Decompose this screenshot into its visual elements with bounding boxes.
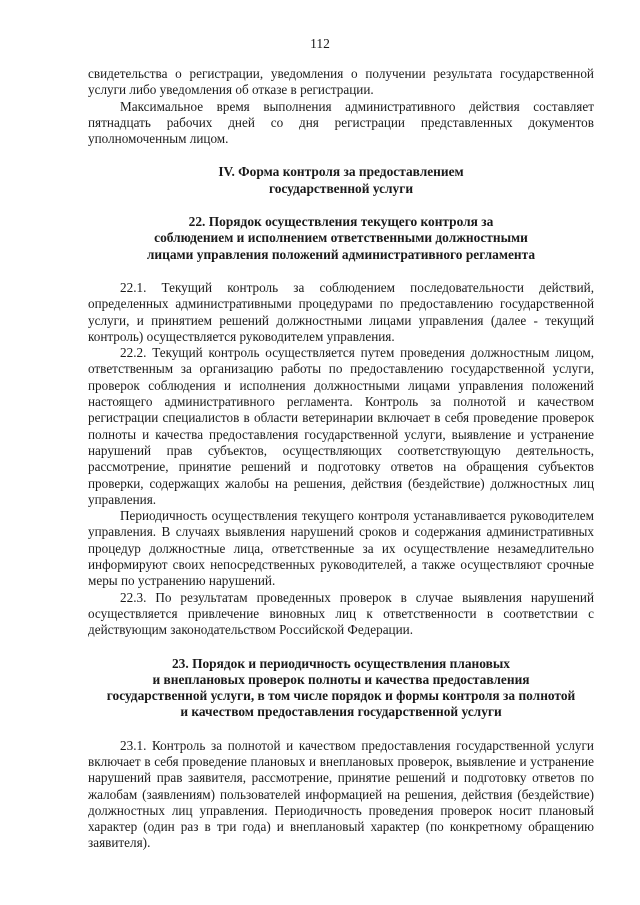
- paragraph: 23.1. Контроль за полнотой и качеством предоставления государственной услуги включает в себя проведение плановых и внеплановых проверок, выявление и устранение нарушений прав заявителя, рассмотрение, принятие решений и подготовку ответов по жалобам (заявлениям) пользователей информацией на решения, действия (бездействие) должностных лиц управления. Периодичность проведения проверок носит плановый характер (один раз в три года) и внеплановый характер (по конкретному обращению заявителя).: [88, 737, 594, 851]
- heading-line: 22. Порядок осуществления текущего контроля за: [188, 214, 494, 230]
- heading-line: и внеплановых проверок полноты и качества предоставления: [152, 671, 530, 687]
- heading-line: IV. Форма контроля за предоставлением: [218, 164, 464, 180]
- heading-line: 23. Порядок и периодичность осуществления плановых: [171, 655, 511, 671]
- heading-line: и качеством предоставления государственной услуги: [180, 704, 502, 720]
- paragraph: 22.2. Текущий контроль осуществляется путем проведения должностным лицом, ответственным за организацию работы по предоставлению государственной услуги, проверок соблюдения и исполнения должностными лицами управления положений настоящего административного регламента. Контроль за полнотой и качеством регистрации специалистов в области ветеринарии включает в себя проведение проверок полноты и качества предоставления государственной услуги, выявление и устранение нарушений прав субъектов, осуществляющих соответствующую деятельность, рассмотрение, принятие решений и подготовку ответов на обращения субъектов проверки, содержащих жалобы на решения, действия (бездействие) должностных лиц управления.: [88, 345, 594, 507]
- heading-line: лицами управления положений административного регламента: [146, 246, 536, 262]
- page-number: 112: [310, 36, 330, 51]
- paragraph: свидетельства о регистрации, уведомления о получении результата государственной услуги либо уведомления об отказе в регистрации.: [88, 66, 594, 98]
- document-body: [88, 66, 594, 852]
- heading-line: государственной услуги, в том числе порядок и формы контроля за полнотой: [106, 688, 576, 704]
- paragraph: 22.3. По результатам проведенных проверок в случае выявления нарушений осуществляется привлечение виновных лиц к ответственности в соответствии с действующим законодательством Российской Федерации.: [88, 589, 594, 638]
- heading-line: государственной услуги: [268, 180, 414, 196]
- heading-line: соблюдением и исполнением ответственными должностными: [154, 230, 528, 246]
- section-heading-23: [88, 656, 594, 721]
- paragraph: Периодичность осуществления текущего контроля устанавливается руководителем управления. В случаях выявления нарушений сроков и содержания административных процедур должностные лица, ответственные за их осуществление незамедлительно информируют своих непосредственных руководителей, а также осуществляют срочные меры по устранению нарушений.: [88, 508, 594, 589]
- section-heading-22: [88, 214, 594, 263]
- paragraph: Максимальное время выполнения административного действия составляет пятнадцать рабочих дней со дня регистрации представленных документов уполномоченным лицом.: [88, 98, 594, 147]
- paragraph: 22.1. Текущий контроль за соблюдением последовательности действий, определенных административными процедурами по предоставлению государственной услуги, и принятием решений должностными лицами управления (далее - текущий контроль) осуществляется руководителем управления.: [88, 279, 594, 344]
- section-heading-iv: [88, 164, 594, 197]
